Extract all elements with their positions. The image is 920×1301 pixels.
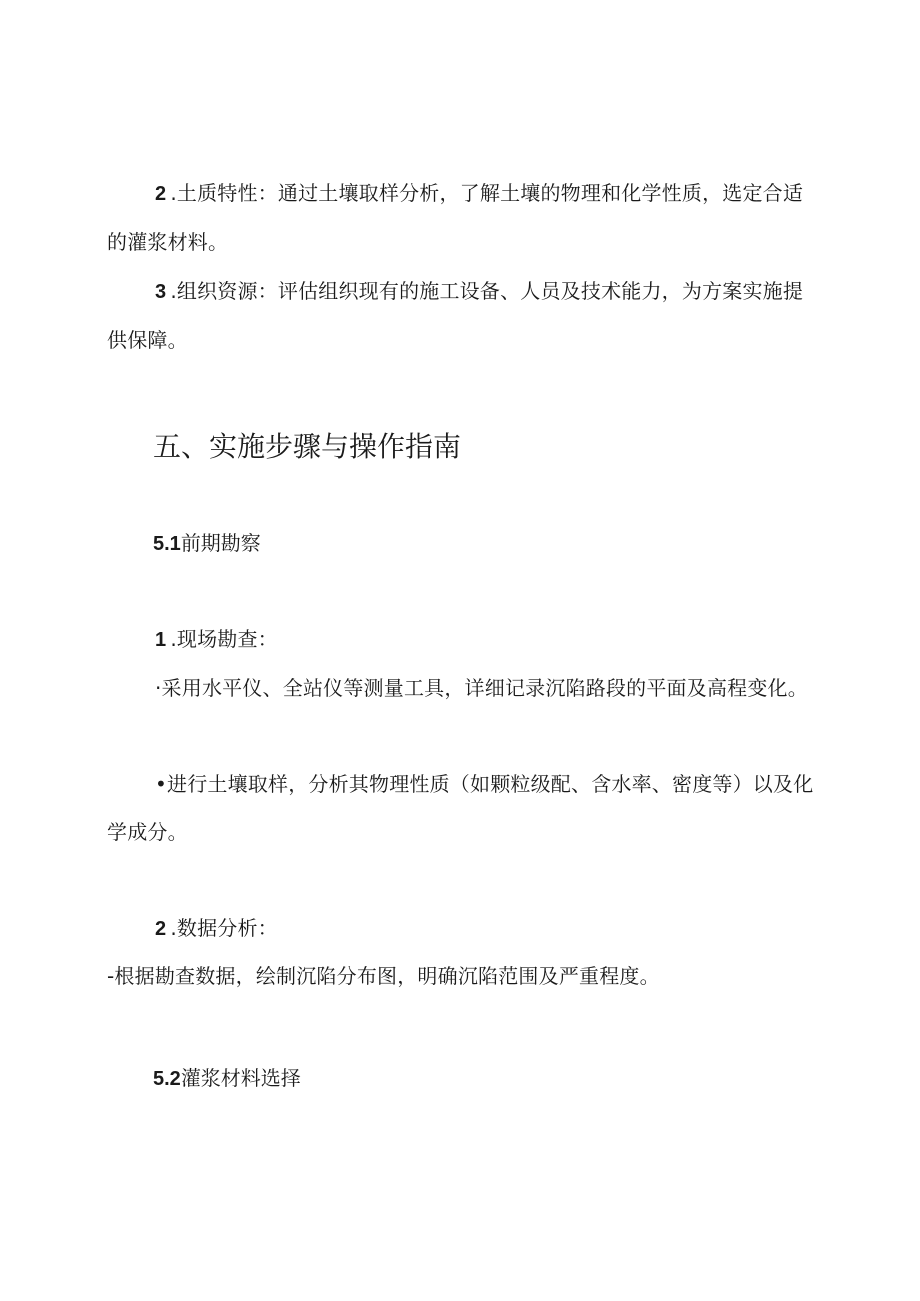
subsection-text: 灌浆材料选择 <box>180 1066 301 1090</box>
paragraph-soil-properties <box>107 169 819 266</box>
item-text: .数据分析： <box>170 916 278 940</box>
list-number: 2 <box>155 183 167 205</box>
list-number: 1 <box>155 629 167 651</box>
section-title: 五、实施步骤与操作指南 <box>153 430 462 463</box>
subsection-number: 5.1 <box>153 533 181 555</box>
bullet-measurement <box>107 664 819 712</box>
dash-item-distribution-map <box>107 952 819 1000</box>
subsection-text: 前期勘察 <box>180 531 261 555</box>
list-number: 3 <box>155 281 167 303</box>
item-site-survey <box>107 615 819 664</box>
bullet-soil-sampling <box>107 760 819 856</box>
subsection-title-5-1 <box>153 523 261 564</box>
subsection-number: 5.2 <box>153 1068 181 1090</box>
bullet-text: •进行土壤取样，分析其物理性质（如颗粒级配、含水率、密度等）以及化学成分。 <box>107 772 814 844</box>
item-text: .现场勘查： <box>170 627 278 651</box>
list-number: 2 <box>155 918 167 940</box>
paragraph-text: .组织资源：评估组织现有的施工设备、人员及技术能力，为方案实施提供保障。 <box>107 279 804 352</box>
paragraph-text: .土质特性：通过土壤取样分析，了解土壤的物理和化学性质，选定合适的灌浆材料。 <box>107 181 804 254</box>
paragraph-organization-resources <box>107 267 819 364</box>
subsection-title-5-2 <box>153 1058 301 1099</box>
dash-text: -根据勘查数据，绘制沉陷分布图，明确沉陷范围及严重程度。 <box>107 964 660 988</box>
item-data-analysis <box>107 904 819 953</box>
bullet-text: ·采用水平仪、全站仪等测量工具，详细记录沉陷路段的平面及高程变化。 <box>155 676 808 700</box>
